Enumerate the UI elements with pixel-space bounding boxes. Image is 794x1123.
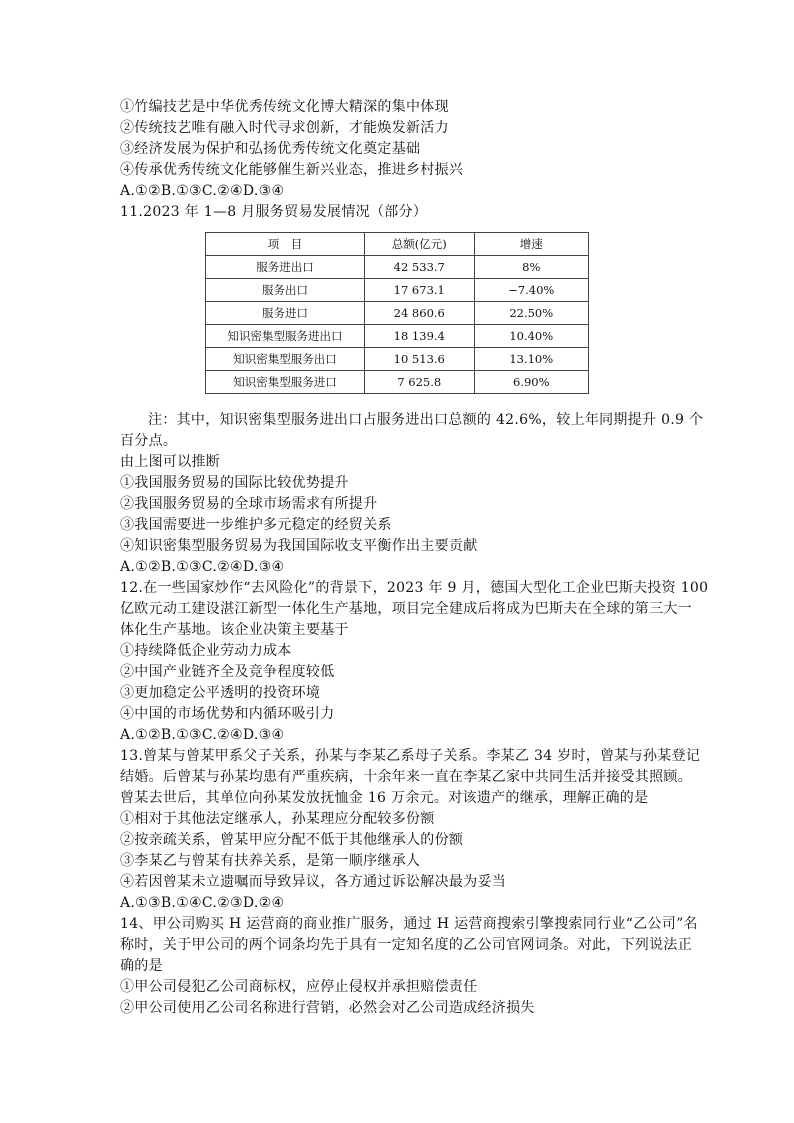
table-cell: 7 625.8	[364, 371, 474, 394]
table-header-cell: 总额(亿元)	[364, 233, 474, 256]
q10-option-4: ④传承优秀传统文化能够催生新兴业态，推进乡村振兴	[120, 162, 464, 178]
q12-answer-choices: A.①②B.①③C.②④D.③④	[120, 727, 285, 743]
table-cell: 17 673.1	[364, 279, 474, 302]
q10-option-1: ①竹编技艺是中华优秀传统文化博大精深的集中体现	[120, 99, 449, 115]
q13-option-1: ①相对于其他法定继承人，孙某理应分配较多份额	[120, 811, 435, 827]
table-cell: 13.10%	[474, 348, 588, 371]
table-row	[206, 279, 589, 302]
q11-option-4: ④知识密集型服务贸易为我国国际收支平衡作出主要贡献	[120, 538, 478, 554]
q13-option-4: ④若因曾某未立遗嘱而导致异议，各方通过诉讼解决最为妥当	[120, 874, 507, 890]
table-cell: −7.40%	[474, 279, 588, 302]
table-cell: 24 860.6	[364, 302, 474, 325]
service-trade-table	[205, 232, 589, 394]
table-row	[206, 256, 589, 279]
q10-option-3: ③经济发展为保护和弘扬优秀传统文化奠定基础	[120, 141, 421, 157]
table-cell: 10.40%	[474, 325, 588, 348]
q14-stem-line-2: 称时，关于甲公司的两个词条均先于具有一定知名度的乙公司官网词条。对此，下列说法正	[120, 937, 692, 953]
q11-note-line-2: 百分点。	[120, 433, 178, 449]
table-cell: 6.90%	[474, 371, 588, 394]
table-cell: 8%	[474, 256, 588, 279]
q11-option-2: ②我国服务贸易的全球市场需求有所提升	[120, 496, 378, 512]
table-row	[206, 325, 589, 348]
table-header-cell: 增速	[474, 233, 588, 256]
q11-option-3: ③我国需要进一步维护多元稳定的经贸关系	[120, 517, 392, 533]
q14-stem-line-3: 确的是	[120, 958, 163, 974]
table-cell: 22.50%	[474, 302, 588, 325]
table-cell: 服务进出口	[206, 256, 365, 279]
q12-option-2: ②中国产业链齐全及竞争程度较低	[120, 664, 335, 680]
q13-stem-line-2: 结婚。后曾某与孙某均患有严重疾病，十余年来一直在李某乙家中共同生活并接受其照顾。	[120, 769, 692, 785]
table-row	[206, 348, 589, 371]
table-row	[206, 302, 589, 325]
q12-option-4: ④中国的市场优势和内循环吸引力	[120, 706, 335, 722]
table-cell: 42 533.7	[364, 256, 474, 279]
table-cell: 知识密集型服务进出口	[206, 325, 365, 348]
q12-stem-line-2: 亿欧元动工建设湛江新型一体化生产基地，项目完全建成后将成为巴斯夫在全球的第三大一	[120, 601, 692, 617]
q13-option-2: ②按亲疏关系，曾某甲应分配不低于其他继承人的份额	[120, 832, 464, 848]
q10-option-2: ②传统技艺唯有融入时代寻求创新，才能焕发新活力	[120, 120, 449, 136]
q14-option-2: ②甲公司使用乙公司名称进行营销，必然会对乙公司造成经济损失	[120, 1000, 535, 1016]
q10-answer-choices: A.①②B.①③C.②④D.③④	[120, 183, 285, 199]
q13-option-3: ③李某乙与曾某有扶养关系，是第一顺序继承人	[120, 853, 421, 869]
table-cell: 服务进口	[206, 302, 365, 325]
q11-stem: 11.2023 年 1—8 月服务贸易发展情况（部分）	[120, 204, 428, 220]
table-row	[206, 371, 589, 394]
q12-option-1: ①持续降低企业劳动力成本	[120, 643, 292, 659]
q12-stem-line-1: 12.在一些国家炒作“去风险化”的背景下，2023 年 9 月，德国大型化工企业巴斯夫投资 100	[120, 580, 709, 596]
table-header-cell: 项 目	[206, 233, 365, 256]
q13-stem-line-1: 13.曾某与曾某甲系父子关系，孙某与李某乙系母子关系。李某乙 34 岁时，曾某与孙某登记	[120, 748, 701, 764]
table-cell: 18 139.4	[364, 325, 474, 348]
q11-prompt: 由上图可以推断	[120, 454, 221, 470]
table-cell: 知识密集型服务进口	[206, 371, 365, 394]
q13-stem-line-3: 曾某去世后，其单位向孙某发放抚恤金 16 万余元。对该遗产的继承，理解正确的是	[120, 790, 649, 806]
q12-option-3: ③更加稳定公平透明的投资环境	[120, 685, 321, 701]
q14-stem-line-1: 14、甲公司购买 H 运营商的商业推广服务，通过 H 运营商搜索引擎搜索同行业“乙公司”名	[120, 916, 698, 932]
q14-option-1: ①甲公司侵犯乙公司商标权，应停止侵权并承担赔偿责任	[120, 979, 478, 995]
table-cell: 10 513.6	[364, 348, 474, 371]
q11-answer-choices: A.①②B.①③C.②④D.③④	[120, 559, 285, 575]
table-header-row	[206, 233, 589, 256]
q12-stem-line-3: 体化生产基地。该企业决策主要基于	[120, 622, 349, 638]
table-cell: 服务出口	[206, 279, 365, 302]
table-cell: 知识密集型服务出口	[206, 348, 365, 371]
q13-answer-choices: A.①③B.①④C.②③D.②④	[120, 895, 285, 911]
q11-note-line-1: 注：其中，知识密集型服务进出口占服务进出口总额的 42.6%，较上年同期提升 0.9 个	[148, 412, 704, 428]
q11-option-1: ①我国服务贸易的国际比较优势提升	[120, 475, 349, 491]
